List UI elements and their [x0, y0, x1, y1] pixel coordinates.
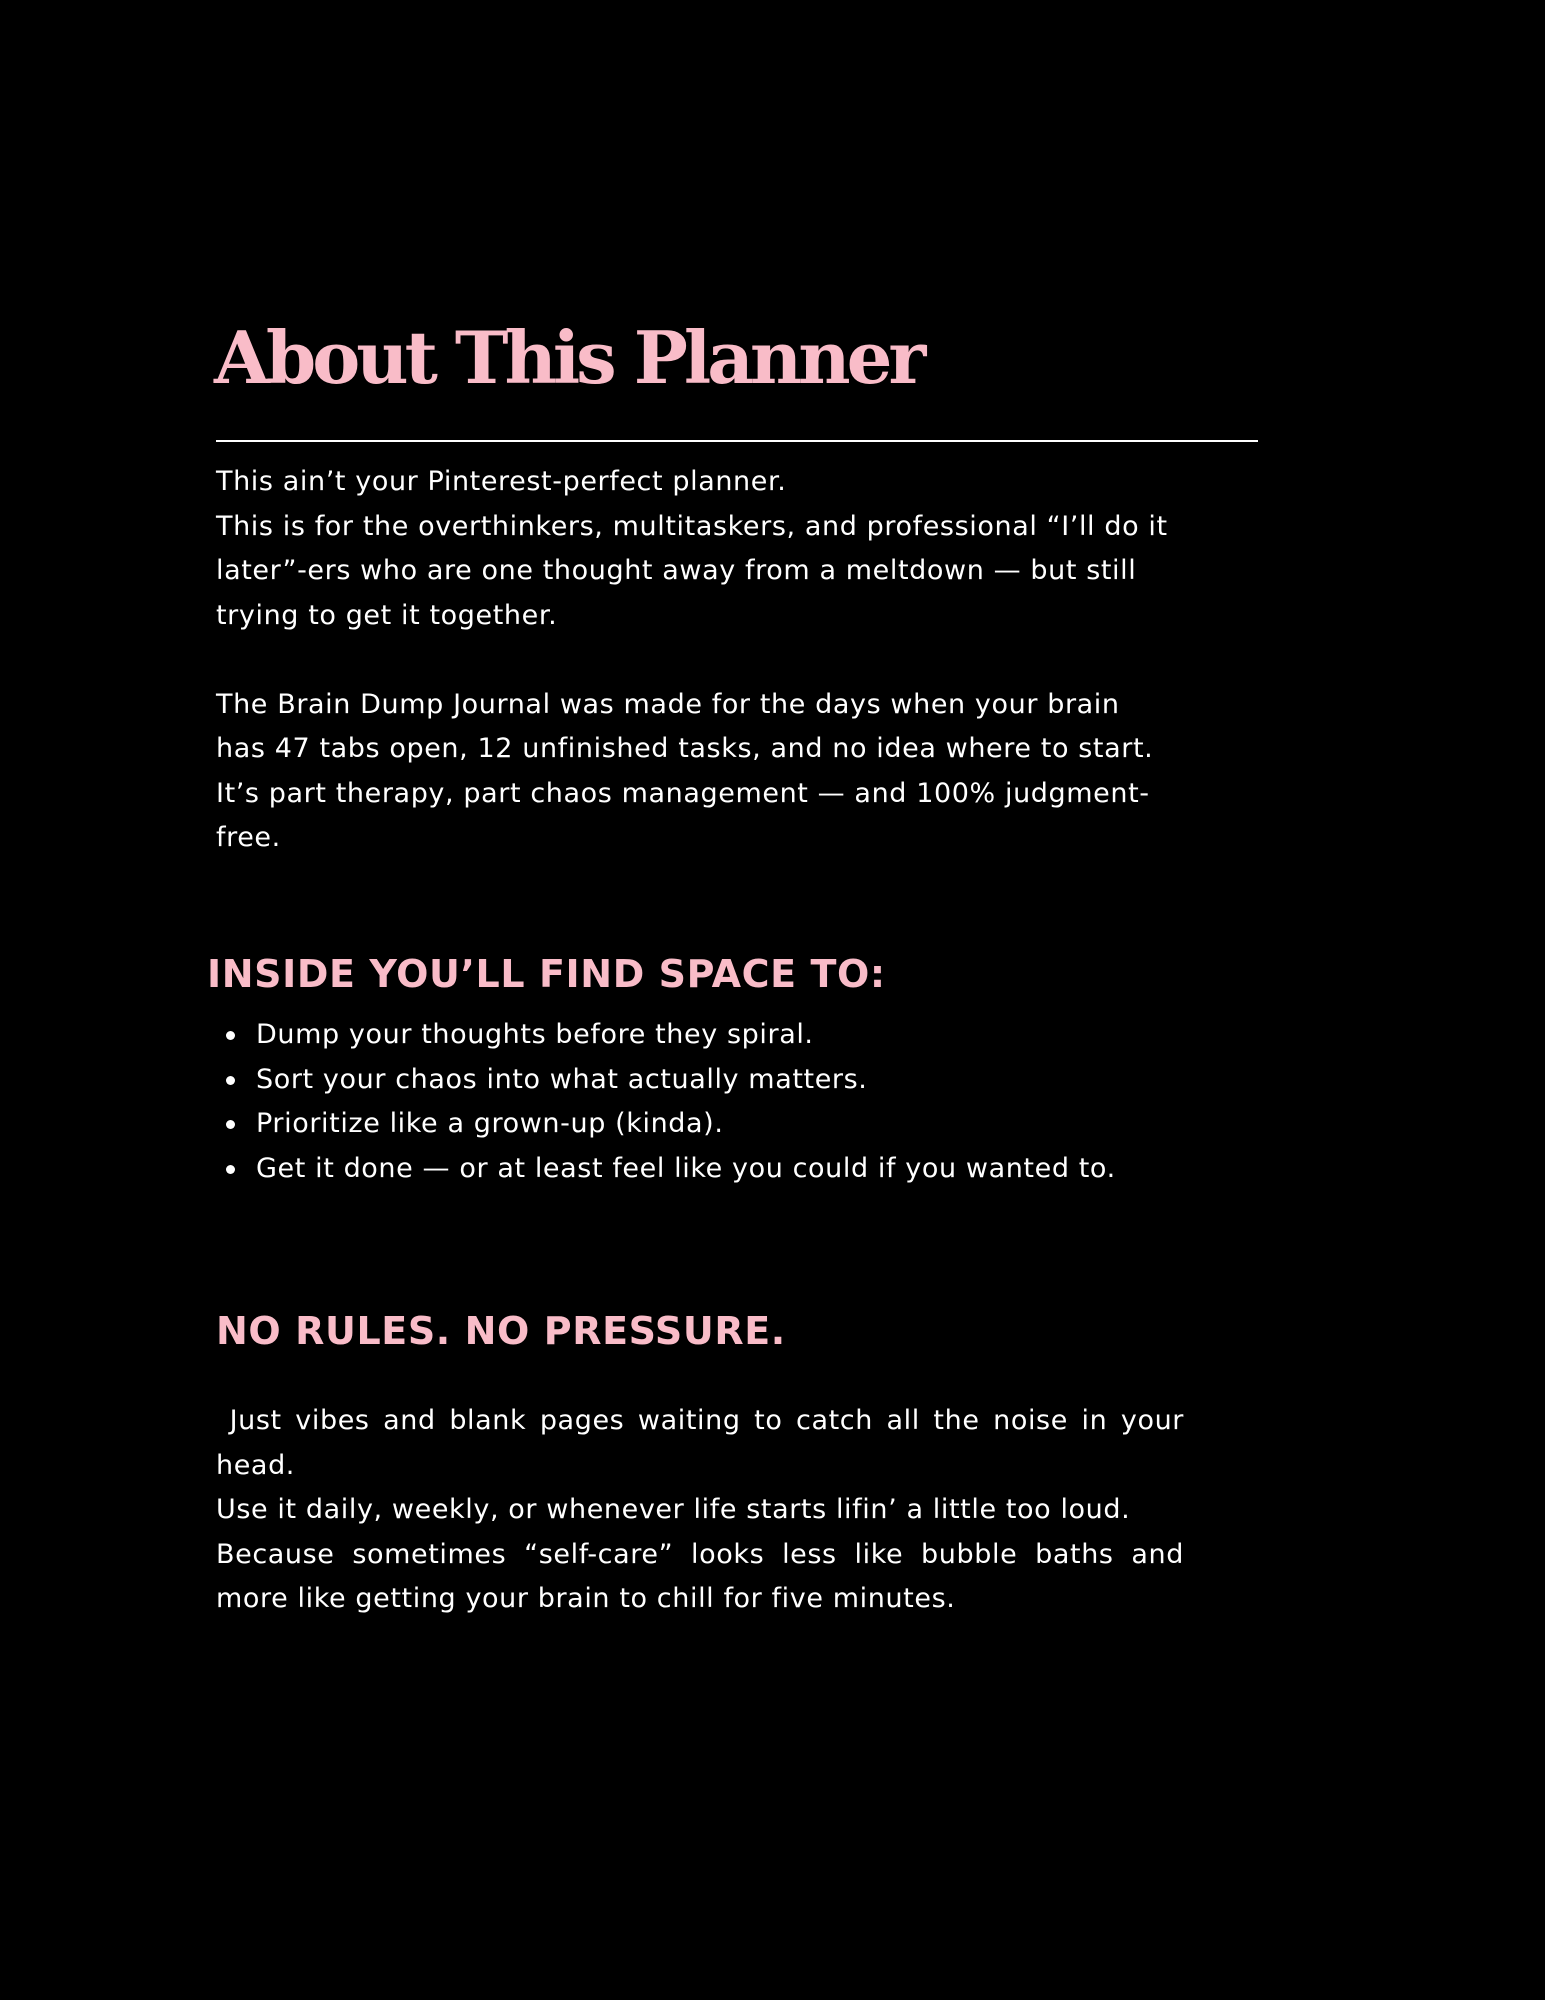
- list-item: [216, 1013, 1276, 1058]
- page-title: About This Planner: [214, 315, 923, 400]
- intro-line: It’s part therapy, part chaos management — and 100% judgment-: [216, 777, 1150, 809]
- bullet-icon: [226, 1031, 235, 1040]
- inside-heading: INSIDE YOU’LL FIND SPACE TO:: [207, 952, 886, 996]
- intro-line: This is for the overthinkers, multitaskers, and professional “I’ll do it: [216, 510, 1168, 542]
- list-item-text: Prioritize like a grown-up (kinda).: [256, 1108, 724, 1139]
- list-item-text: Sort your chaos into what actually matters.: [256, 1063, 868, 1095]
- intro-line: has 47 tabs open, 12 unfinished tasks, and no idea where to start.: [216, 733, 1154, 764]
- list-item-text: Get it done — or at least feel like you could if you wanted to.: [256, 1152, 1116, 1184]
- rules-paragraph: Because sometimes “self-care” looks less like bubble baths and more like getting your brain to chill for five minutes.: [216, 1538, 1184, 1614]
- list-item: [216, 1058, 1276, 1103]
- intro-line: The Brain Dump Journal was made for the days when your brain: [216, 688, 1120, 720]
- list-item: [216, 1147, 1276, 1192]
- bullet-icon: [226, 1120, 235, 1129]
- list-item-text: Dump your thoughts before they spiral.: [256, 1019, 814, 1050]
- rules-section: [216, 1399, 1194, 1622]
- inside-list: [216, 1013, 1276, 1191]
- intro-section: [216, 460, 1266, 861]
- bullet-icon: [226, 1165, 235, 1174]
- intro-line: trying to get it together.: [216, 599, 558, 631]
- title-divider: [216, 440, 1258, 442]
- intro-line: free.: [216, 822, 281, 853]
- paragraph-gap: [216, 638, 1266, 683]
- list-item: [216, 1102, 1276, 1147]
- intro-line: later”-ers who are one thought away from a meltdown — but still: [216, 555, 1137, 586]
- intro-line: This ain’t your Pinterest-perfect planner.: [216, 466, 787, 497]
- rules-paragraph: Just vibes and blank pages waiting to catch all the noise in your head.: [216, 1405, 1194, 1481]
- rules-heading: NO RULES. NO PRESSURE.: [216, 1309, 786, 1353]
- rules-paragraph: Use it daily, weekly, or whenever life starts lifin’ a little too loud.: [216, 1494, 1131, 1525]
- bullet-icon: [226, 1076, 235, 1085]
